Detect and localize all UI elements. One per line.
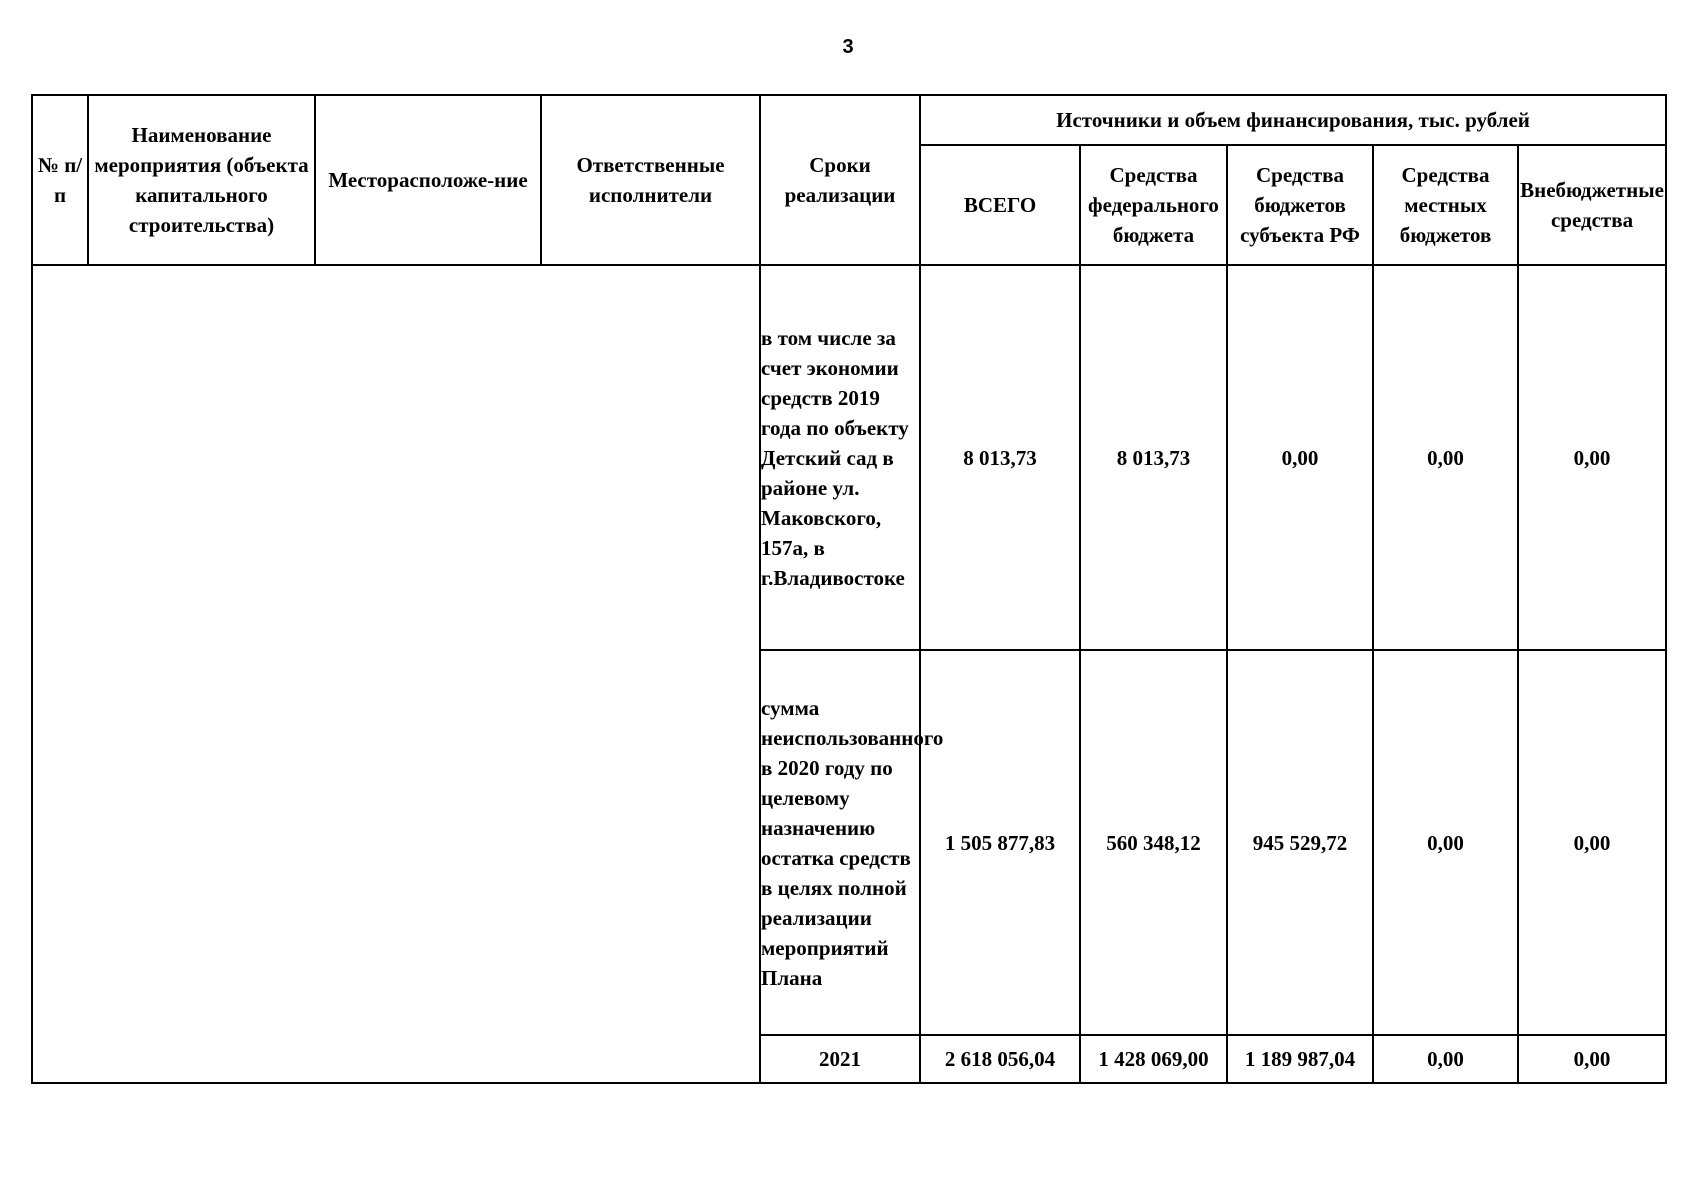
row-desc: в том числе за счет экономии средств 2019 года по объекту Детский сад в районе ул. Маковского, 157а, в г.Владивостоке — [760, 265, 920, 650]
header-location: Месторасположе-ние — [315, 95, 541, 265]
cell-extra: 0,00 — [1518, 265, 1666, 650]
cell-subject: 0,00 — [1227, 265, 1373, 650]
cell-federal: 560 348,12 — [1080, 650, 1227, 1035]
cell-federal: 8 013,73 — [1080, 265, 1227, 650]
header-terms: Сроки реализации — [760, 95, 920, 265]
cell-local: 0,00 — [1373, 650, 1518, 1035]
cell-federal: 1 428 069,00 — [1080, 1035, 1227, 1083]
header-federal: Средства федерального бюджета — [1080, 145, 1227, 265]
header-subject: Средства бюджетов субъекта РФ — [1227, 145, 1373, 265]
header-local: Средства местных бюджетов — [1373, 145, 1518, 265]
cell-total: 1 505 877,83 — [920, 650, 1080, 1035]
header-financing: Источники и объем финансирования, тыс. рублей — [920, 95, 1666, 145]
cell-subject: 1 189 987,04 — [1227, 1035, 1373, 1083]
row-desc: сумма неиспользованного в 2020 году по целевому назначению остатка средств в целях полной реализации мероприятий Плана — [760, 650, 920, 1035]
page-number: 3 — [842, 36, 854, 58]
cell-extra: 0,00 — [1518, 1035, 1666, 1083]
header-total: ВСЕГО — [920, 145, 1080, 265]
header-row-1 — [32, 95, 1666, 145]
cell-extra: 0,00 — [1518, 650, 1666, 1035]
cell-total: 2 618 056,04 — [920, 1035, 1080, 1083]
cell-total: 8 013,73 — [920, 265, 1080, 650]
blank-area — [32, 265, 760, 1083]
header-num: № п/п — [32, 95, 88, 265]
header-extra: Внебюджетные средства — [1518, 145, 1666, 265]
header-responsible: Ответственные исполнители — [541, 95, 760, 265]
cell-local: 0,00 — [1373, 1035, 1518, 1083]
header-name: Наименование мероприятия (объекта капитального строительства) — [88, 95, 315, 265]
cell-local: 0,00 — [1373, 265, 1518, 650]
financing-table — [31, 94, 1667, 1084]
row-year: 2021 — [760, 1035, 920, 1083]
table-row — [32, 265, 1666, 650]
cell-subject: 945 529,72 — [1227, 650, 1373, 1035]
